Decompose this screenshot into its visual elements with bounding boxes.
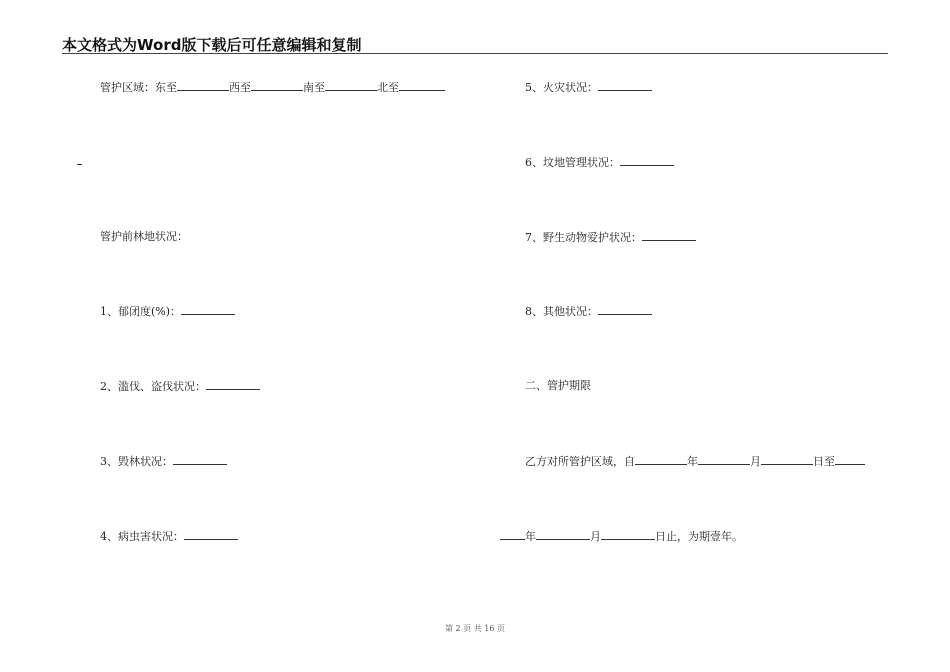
logging-blank[interactable] [206, 379, 260, 390]
grave-label: 6、坟地管理状况： [525, 156, 620, 169]
west-blank[interactable] [251, 80, 303, 91]
footer-total-pages: 16 [484, 624, 495, 633]
period-start-line [525, 454, 865, 469]
fire-line [525, 80, 652, 95]
north-label: 北至 [377, 81, 399, 94]
deforestation-line [100, 454, 227, 469]
end-year-tail-blank[interactable] [500, 529, 525, 540]
wildlife-label: 7、野生动物爱护状况： [525, 231, 642, 244]
deforestation-label: 3、毁林状况： [100, 455, 173, 468]
forest-status-line [100, 230, 188, 244]
east-blank[interactable] [177, 80, 229, 91]
south-blank[interactable] [325, 80, 377, 91]
canopy-blank[interactable] [181, 304, 235, 315]
page-footer [0, 623, 950, 634]
end-month-blank[interactable] [536, 529, 590, 540]
year-label: 年 [687, 455, 698, 468]
west-label: 西至 [229, 81, 251, 94]
period-end-line [500, 529, 743, 544]
fire-blank[interactable] [598, 80, 652, 91]
other-blank[interactable] [598, 304, 652, 315]
start-day-blank[interactable] [761, 454, 813, 465]
pests-label: 4、病虫害状况： [100, 530, 184, 543]
forest-status-label: 管护前林地状况： [100, 230, 188, 243]
stray-dash [77, 164, 82, 165]
footer-total-unit: 页 [497, 624, 505, 633]
area-line [100, 80, 445, 95]
footer-total-prefix: 共 [473, 624, 482, 633]
footer-page-unit: 页 [463, 624, 472, 633]
south-label: 南至 [303, 81, 325, 94]
day-to-label: 日至 [813, 455, 835, 468]
end-day-blank[interactable] [601, 529, 655, 540]
deforestation-blank[interactable] [173, 454, 227, 465]
grave-line [525, 155, 674, 170]
north-blank[interactable] [399, 80, 445, 91]
period-start-label: 乙方对所管护区域，自 [525, 455, 635, 468]
other-label: 8、其他状况： [525, 305, 598, 318]
start-year-blank[interactable] [635, 454, 687, 465]
wildlife-blank[interactable] [642, 230, 696, 241]
footer-prefix: 第 [444, 624, 453, 633]
pests-blank[interactable] [184, 529, 238, 540]
end-year-lead-blank[interactable] [835, 454, 865, 465]
start-month-blank[interactable] [698, 454, 750, 465]
pests-line [100, 529, 238, 544]
section-title-line [525, 379, 591, 393]
grave-blank[interactable] [620, 155, 674, 166]
east-label: 东至 [155, 81, 177, 94]
month-label: 月 [750, 455, 761, 468]
canopy-label: 1、郁闭度(%)： [100, 305, 182, 318]
logging-line [100, 379, 260, 394]
footer-page-number: 2 [455, 624, 461, 633]
canopy-line [100, 304, 235, 319]
wildlife-line [525, 230, 696, 245]
area-label: 管护区域： [100, 81, 155, 94]
header-rule [62, 53, 888, 54]
end-month-label: 月 [590, 530, 601, 543]
other-line [525, 304, 652, 319]
logging-label: 2、滥伐、盗伐状况： [100, 380, 206, 393]
end-year-label: 年 [525, 530, 536, 543]
document-header-title: 本文格式为Word版下载后可任意编辑和复制 [62, 36, 362, 54]
fire-label: 5、火灾状况： [525, 81, 598, 94]
section-title: 二、管护期限 [525, 379, 591, 392]
period-end-label: 日止，为期壹年。 [655, 530, 743, 543]
